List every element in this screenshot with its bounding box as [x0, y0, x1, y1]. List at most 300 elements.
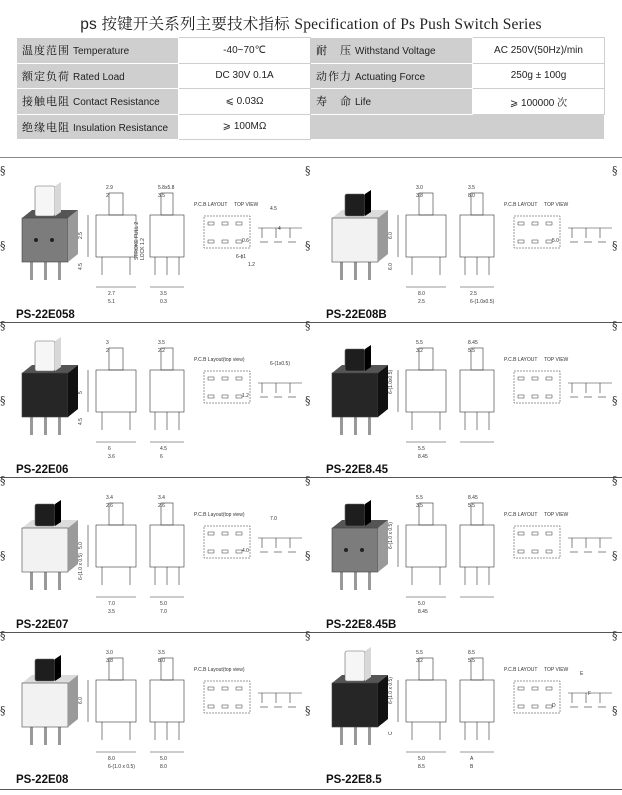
side-view-drawing: [460, 348, 494, 442]
dimension-label: 8.45: [468, 495, 478, 501]
dimension-label: 5.0: [160, 601, 167, 607]
pcb-pad: [518, 222, 524, 225]
break-mark: §: [612, 394, 618, 407]
pcb-pad: [208, 705, 214, 708]
front-view-drawing: [398, 658, 446, 752]
dimension-label: 8.45: [418, 609, 428, 615]
front-view-drawing: [88, 348, 136, 442]
dimension-label: 3.8: [106, 658, 113, 664]
front-view-drawing: [88, 658, 136, 752]
dimension-label: 5.0: [418, 756, 425, 762]
switch-drawing: [8, 480, 308, 615]
dimension-label: 5.5: [416, 495, 423, 501]
side-view-drawing: [150, 348, 184, 442]
switch-body: [332, 683, 378, 727]
spec-row: [17, 63, 605, 89]
dimension-label: A: [470, 756, 474, 762]
pcb-pad: [518, 395, 524, 398]
dimension-label: 8.5: [418, 764, 425, 770]
dimension-label: 3.5: [158, 650, 165, 656]
row-divider: [0, 789, 622, 790]
side-view-drawing: [150, 193, 184, 287]
pcb-pad: [208, 240, 214, 243]
switch-cap-side: [365, 345, 371, 371]
switch-schematic: [568, 538, 612, 552]
pcb-pad: [518, 377, 524, 380]
switch-pin: [354, 260, 357, 280]
break-mark: §: [305, 704, 311, 717]
dimension-label: 3.5: [416, 503, 423, 509]
switch-cap-side: [55, 500, 61, 526]
dimension-label: E: [580, 671, 584, 677]
switch-body-side: [68, 365, 78, 417]
spec-table: [16, 37, 605, 140]
switch-pin: [30, 725, 33, 745]
break-mark: §: [612, 164, 618, 177]
dimension-label: 7.0: [270, 516, 277, 522]
dimension-label: 5.8x5.8: [158, 185, 175, 191]
pcb-pad: [222, 222, 228, 225]
switch-pin: [44, 570, 47, 590]
switch-pin: [58, 570, 61, 590]
switch-drawing: [318, 480, 618, 615]
front-view-drawing: [398, 503, 446, 597]
row-divider: [0, 477, 622, 478]
switch-pin: [58, 260, 61, 280]
pcb-layout-label: P.C.B Layout(top view): [194, 357, 245, 363]
front-view-drawing: [398, 193, 446, 287]
switch-schematic: [568, 228, 612, 242]
spec-blank: [311, 114, 605, 140]
break-mark: §: [305, 629, 311, 642]
top-view-label: TOP VIEW: [544, 202, 569, 208]
spec-value: DC 30V 0.1A: [179, 63, 311, 89]
switch-photo: [22, 500, 78, 590]
top-view-label: TOP VIEW: [234, 202, 259, 208]
dimension-label: 4.5: [78, 263, 84, 270]
spec-label: 动作力 Actuating Force: [311, 63, 473, 89]
break-mark: §: [0, 629, 6, 642]
pcb-pad: [532, 550, 538, 553]
dimension-label: 3.5: [158, 340, 165, 346]
switch-pin: [368, 260, 371, 280]
product-name: PS-22E06: [16, 464, 69, 476]
switch-body: [22, 683, 68, 727]
break-mark: §: [0, 474, 6, 487]
spec-row: [17, 114, 605, 140]
switch-photo: [332, 647, 388, 745]
break-mark: §: [0, 394, 6, 407]
dimension-label: 5.5: [416, 650, 423, 656]
dimension-label: 2.5: [78, 232, 84, 239]
side-view-drawing: [150, 658, 184, 752]
dimension-label: 1.2: [242, 393, 249, 399]
switch-cap: [35, 659, 55, 681]
break-mark: §: [305, 164, 311, 177]
spec-label: 耐 压 Withstand Voltage: [311, 38, 473, 64]
switch-pin: [58, 725, 61, 745]
pcb-pad: [546, 532, 552, 535]
dimension-label: 8.0: [158, 658, 165, 664]
switch-cap-side: [365, 500, 371, 526]
dimension-label: 8.45: [418, 454, 428, 460]
pcb-layout-label: P.C.B LAYOUT: [504, 667, 538, 673]
page-title: [0, 12, 622, 34]
dimension-label: 3.2: [416, 658, 423, 664]
dimension-label: 6-(1.0 x 0.5): [388, 522, 394, 549]
switch-cap-side: [55, 337, 61, 371]
dimension-label: 3.5: [108, 609, 115, 615]
switch-pin: [44, 260, 47, 280]
break-mark: §: [612, 239, 618, 252]
dimension-label: 7.0: [108, 601, 115, 607]
pcb-pad: [518, 705, 524, 708]
dimension-label: 3.0: [106, 650, 113, 656]
pcb-pad: [222, 687, 228, 690]
pcb-pad: [546, 395, 552, 398]
product-name: PS-22E8.45: [326, 464, 389, 476]
pcb-layout-label: P.C.B LAYOUT: [504, 202, 538, 208]
product-panel: [8, 325, 308, 478]
pcb-layout-label: P.C.B Layout(top view): [194, 667, 245, 673]
dimension-label: 6-(1.0 x 0.5): [388, 677, 394, 704]
pcb-pad: [532, 532, 538, 535]
dimension-label: 2.6: [106, 503, 113, 509]
dimension-label: 5.5: [468, 658, 475, 664]
dimension-label: 5.5: [468, 503, 475, 509]
switch-body: [22, 218, 68, 262]
break-mark: §: [305, 394, 311, 407]
pcb-pad: [532, 705, 538, 708]
dimension-label: 2.7: [108, 291, 115, 297]
break-mark: §: [0, 319, 6, 332]
pcb-pad: [518, 687, 524, 690]
dimension-label: D: [552, 703, 556, 709]
break-mark: §: [612, 629, 618, 642]
product-panel: [8, 480, 308, 633]
switch-pin: [30, 415, 33, 435]
break-mark: §: [305, 319, 311, 332]
spec-label: 接触电阻 Contact Resistance: [17, 89, 179, 115]
dimension-label: 6: [108, 446, 111, 452]
pcb-pad: [236, 222, 242, 225]
dimension-label: F: [588, 691, 592, 697]
break-mark: §: [612, 319, 618, 332]
pcb-layout-label: P.C.B Layout(top view): [194, 512, 245, 518]
front-view-drawing: [88, 503, 136, 597]
pcb-pad: [546, 377, 552, 380]
product-panel: [318, 325, 618, 478]
break-mark: §: [0, 164, 6, 177]
switch-pin: [354, 570, 357, 590]
product-name: PS-22E08B: [326, 309, 387, 321]
title-cn: ps 按键开关系列主要技术指标: [80, 16, 290, 33]
product-name: PS-22E058: [16, 309, 75, 321]
dimension-label: 6: [160, 454, 163, 460]
dimension-label: 3.4: [158, 495, 165, 501]
stroke-label: STROKE FULL 2: [134, 221, 140, 260]
pcb-layout-label: P.C.B LAYOUT: [504, 357, 538, 363]
product-panel: [8, 170, 308, 323]
switch-body-side: [68, 675, 78, 727]
switch-photo: [332, 345, 388, 435]
spec-row: [17, 38, 605, 64]
dimension-label: 4: [278, 226, 281, 232]
switch-body: [332, 218, 378, 262]
pcb-layout-diagram: [504, 512, 569, 558]
spec-label: 绝缘电阻 Insulation Resistance: [17, 114, 179, 140]
dimension-label: 6.0: [78, 697, 84, 704]
dimension-label: 5.0: [160, 756, 167, 762]
pcb-pad: [236, 687, 242, 690]
product-name: PS-22E8.45B: [326, 619, 397, 631]
switch-drawing: [318, 635, 618, 770]
switch-pin: [340, 725, 343, 745]
pcb-pad: [546, 687, 552, 690]
dimension-label: 8.0: [108, 756, 115, 762]
break-mark: §: [305, 549, 311, 562]
dimension-label: 5.5: [416, 340, 423, 346]
row-divider: [0, 632, 622, 633]
dimension-label: C: [388, 731, 394, 735]
side-view-drawing: [460, 658, 494, 752]
dimension-label: 3.8: [416, 193, 423, 199]
switch-pin: [340, 570, 343, 590]
dimension-label: 0.6: [242, 238, 249, 244]
switch-pin: [30, 570, 33, 590]
switch-schematic: [568, 383, 612, 397]
switch-pin: [368, 570, 371, 590]
product-panel: [318, 480, 618, 633]
front-view-drawing: [398, 348, 446, 442]
pcb-pad: [532, 222, 538, 225]
divider: [0, 157, 622, 163]
switch-cap-side: [55, 655, 61, 681]
pcb-pad: [236, 705, 242, 708]
dimension-label: 2: [106, 348, 109, 354]
switch-photo: [332, 190, 388, 280]
top-view-label: TOP VIEW: [544, 512, 569, 518]
pcb-pad: [546, 222, 552, 225]
break-mark: §: [0, 549, 6, 562]
switch-cap: [35, 186, 55, 216]
pcb-pad: [208, 222, 214, 225]
dimension-label: 6-ϕ1: [236, 254, 247, 260]
switch-pin: [340, 260, 343, 280]
switch-cap-side: [365, 190, 371, 216]
break-mark: §: [0, 239, 6, 252]
pcb-pad: [208, 532, 214, 535]
dimension-label: 8.5: [468, 650, 475, 656]
switch-drawing: [8, 170, 308, 305]
spec-value: ⩽ 0.03Ω: [179, 89, 311, 115]
pcb-pad: [222, 240, 228, 243]
pcb-pad: [222, 377, 228, 380]
switch-pin: [354, 725, 357, 745]
spec-row: [17, 89, 605, 115]
product-name: PS-22E07: [16, 619, 69, 631]
switch-drawing: [8, 635, 308, 770]
pcb-pad: [222, 532, 228, 535]
side-view-drawing: [460, 503, 494, 597]
front-view-drawing: [88, 193, 136, 287]
pcb-pad: [518, 532, 524, 535]
spec-label: 寿 命 Life: [311, 89, 473, 115]
dimension-label: 0.3: [160, 299, 167, 305]
dimension-label: 6.0: [388, 263, 394, 270]
switch-body-side: [378, 365, 388, 417]
dimension-label: 4.5: [160, 446, 167, 452]
product-name: PS-22E8.5: [326, 774, 382, 786]
switch-cap: [35, 341, 55, 371]
switch-pin: [58, 415, 61, 435]
dimension-label: 3.5: [160, 291, 167, 297]
spec-value: AC 250V(50Hz)/min: [473, 38, 605, 64]
pcb-pad: [546, 550, 552, 553]
pcb-pad: [532, 687, 538, 690]
pcb-pad: [236, 377, 242, 380]
dimension-label: 8.0: [418, 291, 425, 297]
pcb-pad: [222, 705, 228, 708]
switch-cap: [345, 504, 365, 526]
dimension-label: 6-(1.0x0.5): [470, 299, 495, 305]
dimension-label: 3.6: [108, 454, 115, 460]
switch-drawing: [318, 325, 618, 460]
dimension-label: 3.4: [106, 495, 113, 501]
top-view-label: TOP VIEW: [544, 357, 569, 363]
dimension-label: 3.2: [416, 348, 423, 354]
switch-schematic: [258, 538, 302, 552]
switch-drawing: [318, 170, 618, 305]
spec-value: ⩾ 100MΩ: [179, 114, 311, 140]
switch-body-side: [378, 520, 388, 572]
switch-pin: [30, 260, 33, 280]
switch-body: [22, 373, 68, 417]
switch-cap: [35, 504, 55, 526]
title-en: Specification of Ps Push Switch Series: [294, 16, 542, 33]
side-view-drawing: [460, 193, 494, 287]
dimension-label: 2.2: [158, 348, 165, 354]
product-panel: [318, 170, 618, 323]
switch-pin: [368, 725, 371, 745]
pcb-pad: [208, 687, 214, 690]
dimension-label: 2.5: [470, 291, 477, 297]
switch-body: [22, 528, 68, 572]
switch-cap-side: [55, 182, 61, 216]
dimension-label: 3: [106, 340, 109, 346]
dimension-label: 6-(1.0 x 0.5): [108, 764, 135, 770]
top-view-label: TOP VIEW: [544, 667, 569, 673]
switch-pin: [368, 415, 371, 435]
dimension-label: 5: [78, 391, 84, 394]
switch-cap: [345, 651, 365, 681]
pcb-pad: [208, 395, 214, 398]
dimension-label: 2.9: [106, 185, 113, 191]
dimension-label: 2.6: [158, 503, 165, 509]
dimension-label: 8.45: [468, 340, 478, 346]
dimension-label: 5.0: [418, 601, 425, 607]
dimension-label: 4.5: [270, 206, 277, 212]
switch-photo: [332, 500, 388, 590]
break-mark: §: [0, 704, 6, 717]
dimension-label: 5.0: [552, 238, 559, 244]
dimension-label: 8.0: [468, 193, 475, 199]
dimension-label: 5.0: [78, 542, 84, 549]
switch-body-side: [378, 210, 388, 262]
break-mark: §: [612, 474, 618, 487]
dimension-label: 3.5: [158, 193, 165, 199]
row-divider: [0, 322, 622, 323]
dimension-label: 5.5: [418, 446, 425, 452]
break-mark: §: [612, 704, 618, 717]
switch-schematic: [258, 693, 302, 707]
dimension-label: 2.5: [418, 299, 425, 305]
switch-pin: [44, 725, 47, 745]
pcb-layout-label: P.C.B LAYOUT: [194, 202, 228, 208]
dimension-label: 2: [106, 193, 109, 199]
dimension-label: 5.5: [468, 348, 475, 354]
dimension-label: 4.0: [242, 548, 249, 554]
switch-schematic: [258, 383, 302, 397]
dimension-label: 6-(1.0 x 0.5): [78, 553, 84, 580]
pcb-pad: [518, 550, 524, 553]
dimension-label: 4.5: [78, 418, 84, 425]
dimension-label: 5.1: [108, 299, 115, 305]
spec-label: 额定负荷 Rated Load: [17, 63, 179, 89]
pcb-pad: [518, 240, 524, 243]
break-mark: §: [612, 549, 618, 562]
switch-body-side: [68, 520, 78, 572]
spec-value: -40~70℃: [179, 38, 311, 64]
pcb-layout-diagram: [504, 357, 569, 403]
switch-photo: [22, 655, 78, 745]
switch-cap: [345, 349, 365, 371]
switch-body-side: [68, 210, 78, 262]
switch-photo: [22, 182, 78, 280]
spec-value: ⩾ 100000 次: [473, 89, 605, 115]
switch-body-side: [378, 675, 388, 727]
dimension-label: 7.0: [160, 609, 167, 615]
pcb-pad: [222, 395, 228, 398]
dimension-label: 6-(1.0x0.5): [388, 369, 394, 394]
switch-pin: [44, 415, 47, 435]
dimension-label: 1.2: [248, 262, 255, 268]
dimension-label: 3.0: [416, 185, 423, 191]
break-mark: §: [305, 239, 311, 252]
switch-body: [332, 528, 378, 572]
pcb-pad: [236, 532, 242, 535]
switch-body: [332, 373, 378, 417]
switch-cap: [345, 194, 365, 216]
product-panel: [8, 635, 308, 788]
switch-pin: [340, 415, 343, 435]
dimension-label: B: [470, 764, 474, 770]
pcb-layout-diagram: [194, 667, 250, 713]
lock-label: LOCK 1.2: [140, 238, 146, 260]
product-name: PS-22E08: [16, 774, 69, 786]
pcb-pad: [532, 395, 538, 398]
pcb-pad: [208, 377, 214, 380]
break-mark: §: [305, 474, 311, 487]
switch-cap-side: [365, 647, 371, 681]
switch-pin: [354, 415, 357, 435]
product-panel: [318, 635, 618, 788]
pcb-pad: [532, 377, 538, 380]
spec-label: 温度范围 Temperature: [17, 38, 179, 64]
pcb-pad: [208, 550, 214, 553]
pcb-layout-label: P.C.B LAYOUT: [504, 512, 538, 518]
pcb-layout-diagram: [504, 667, 569, 713]
